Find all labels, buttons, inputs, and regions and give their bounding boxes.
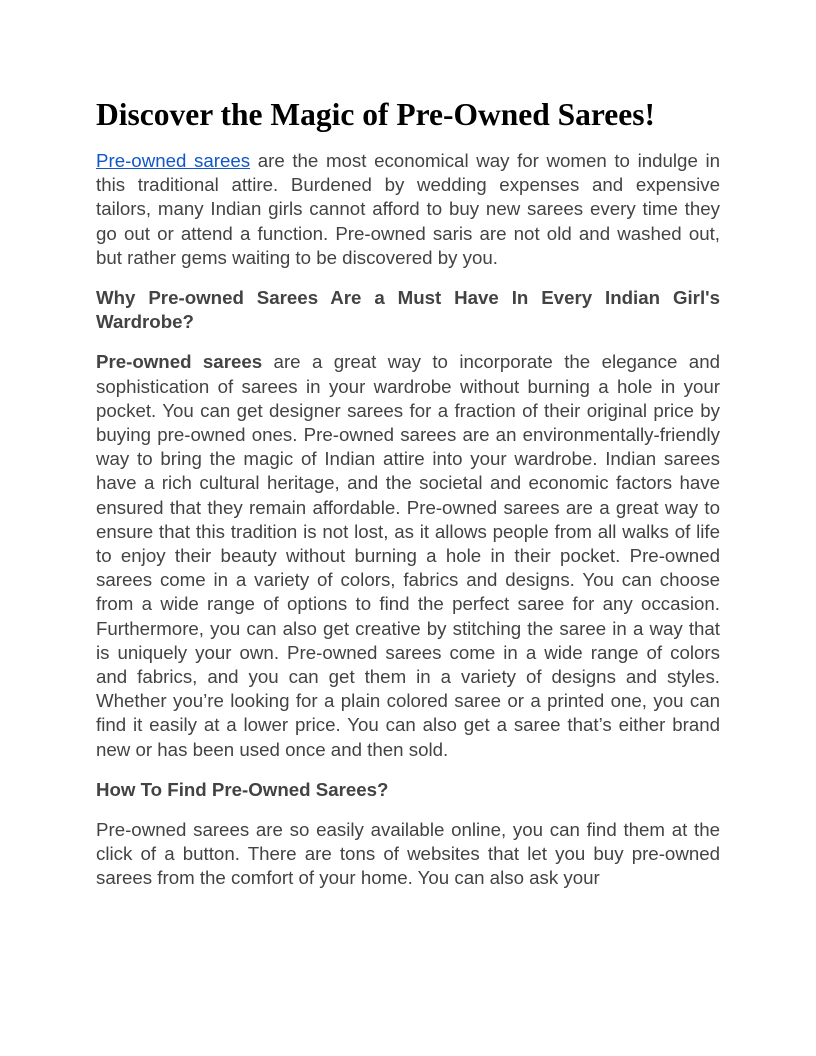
section-how-paragraph: Pre-owned sarees are so easily available online, you can find them at the click of a button. There are tons of websites that let you buy pre-owned sarees from the comfort of your home. You can also ask your: [96, 819, 720, 889]
section-heading-how: How To Find Pre-Owned Sarees?: [96, 778, 389, 800]
section-why-paragraph: [96, 350, 720, 761]
section-heading-why: Why Pre-owned Sarees Are a Must Have In Every Indian Girl's Wardrobe?: [96, 287, 720, 333]
bold-lead-text: Pre-owned sarees: [96, 351, 263, 373]
intro-paragraph: [96, 149, 720, 270]
section-why-text: are a great way to incorporate the elegance and sophistication of sarees in your wardrobe without burning a hole in your pocket. You can get designer sarees for a fraction of their original price by buying pre-owned ones. Pre-owned sarees are an environmentally-friendly way to bring the magic of Indian attire into your wardrobe. Indian sarees have a rich cultural heritage, and the societal and economic factors have ensured that they remain affordable. Pre-owned sarees are a great way to ensure that this tradition is not lost, as it allows people from all walks of life to enjoy their beauty without burning a hole in their pocket. Pre-owned sarees come in a variety of colors, fabrics and designs. You can choose from a wide range of options to find the perfect saree for any occasion. Furthermore, you can also get creative by stitching the saree in a way that is uniquely your own. Pre-owned sarees come in a wide range of colors and fabrics, and you can get them in a variety of designs and styles. Whether you’re looking for a plain colored saree or a printed one, you can find it easily at a lower price. You can also get a saree that’s either brand new or has been used once and then sold.: [96, 351, 720, 760]
intro-text: are the most economical way for women to indulge in this traditional attire. Burdened by wedding expenses and expensive tailors, many Indian girls cannot afford to buy new sarees every time they go out or attend a function. Pre-owned saris are not old and washed out, but rather gems waiting to be discovered by you.: [96, 150, 721, 268]
page-title: Discover the Magic of Pre-Owned Sarees!: [96, 97, 655, 132]
pre-owned-sarees-link[interactable]: Pre-owned sarees: [96, 150, 251, 171]
document-page: [96, 96, 720, 891]
